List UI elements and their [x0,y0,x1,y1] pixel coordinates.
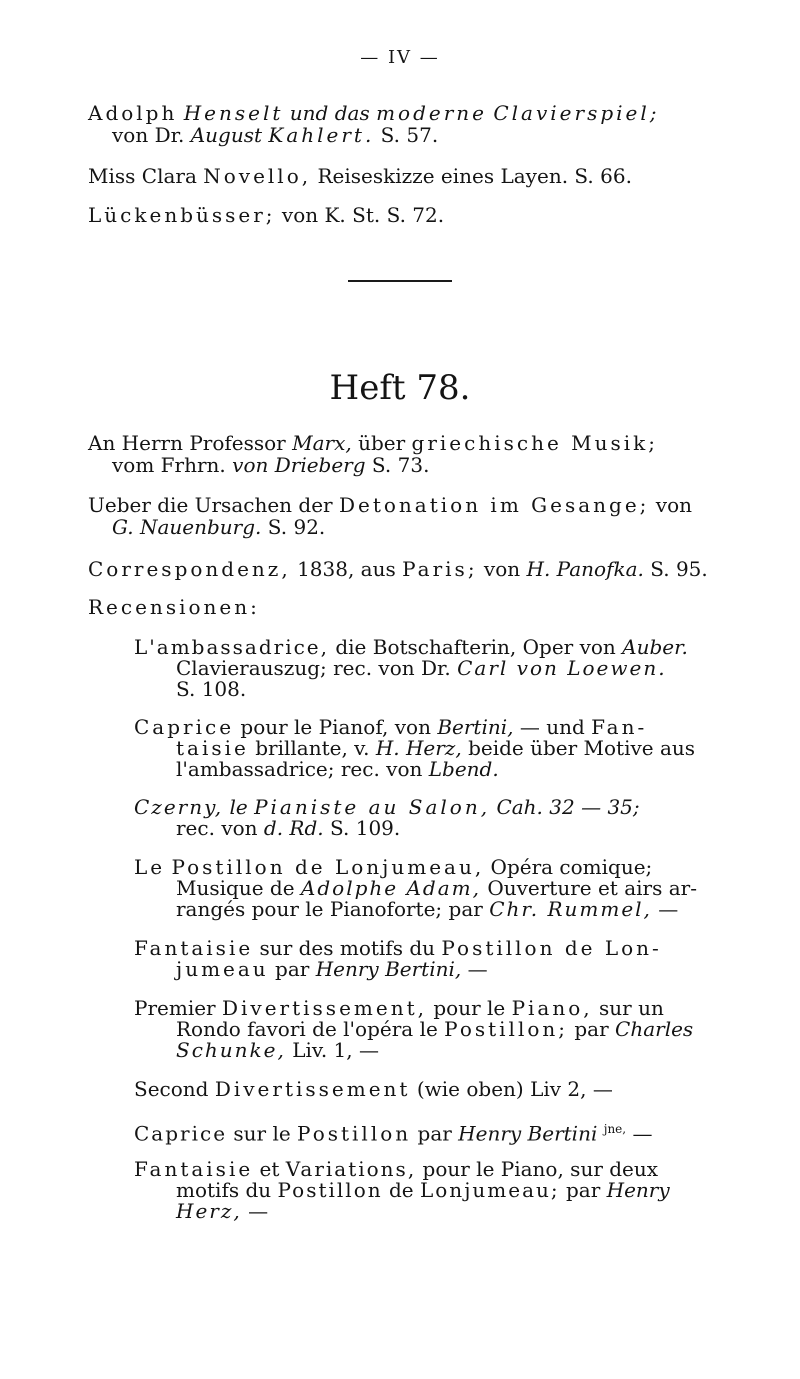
toc-text: An Herrn Professor [88,431,286,455]
review-fantaisie1 [134,937,662,959]
toc-text: 1838, aus [297,557,396,581]
toc-text: von K. St. S. 72. [281,203,445,227]
review-text: — [467,957,488,981]
toc-page-ref: S. 95. [650,557,708,581]
review-text: par [417,1121,452,1146]
review-title: Postillon de Lon- [441,936,662,960]
review-author: Henry Bertini, [315,957,462,981]
review-text: die Botschafterin, Oper von [335,635,616,659]
toc-text: von [483,557,521,581]
review-caprice [134,716,647,738]
toc-entry-henselt-author [112,124,438,146]
review-author: Henry [606,1178,670,1202]
review-text: le [229,795,248,819]
review-title: Caprice [134,715,235,739]
toc-text: Correspondenz, [88,557,291,581]
toc-author: G. Nauenburg. [112,515,262,539]
toc-author: von Drieberg [232,453,366,477]
review-premier-line3 [176,1039,379,1061]
toc-author: H. Panofka. [526,557,644,581]
toc-entry-marx-author [112,454,429,476]
review-ambassadrice-line3: S. 108. [176,677,247,701]
review-author: d. Rd. [263,816,324,840]
review-composer: Auber. [622,635,688,659]
review-czerny [134,796,640,818]
review-postillon-line3 [176,898,678,920]
review-text: rangés pour le Pianoforte; par [176,897,483,921]
review-author: Carl von Loewen. [457,656,667,680]
review-caprice-line2 [176,737,695,759]
review-text: pour le Piano, sur deux [422,1157,659,1181]
toc-text: Ueber die Ursachen der [88,493,333,517]
review-ambassadrice [134,636,688,658]
review-text: — [658,897,679,921]
toc-text: Paris; [402,557,478,581]
review-author: Chr. Rummel, [489,897,652,921]
review-text: par [275,957,310,981]
toc-entry-correspondenz [88,558,708,580]
toc-entry-detonation-author [112,516,325,538]
review-text: rec. von [176,816,258,840]
review-title: L'ambassadrice, [134,635,329,659]
review-text: l'ambassadrice; rec. von [176,757,423,781]
toc-author-prefix: von Dr. [112,123,185,147]
review-text: pour le Pianof, von [240,715,431,739]
toc-text: und das [289,101,370,125]
review-second [134,1078,613,1100]
review-author: Charles [615,1017,694,1041]
review-author: Herz, [176,1199,242,1223]
review-text: Second [134,1077,209,1101]
review-title: Fantaisie [134,936,254,960]
review-title: Postillon; [444,1017,569,1041]
toc-text: Clavierspiel; [493,101,660,125]
section-divider [348,280,452,282]
review-fantaisie2-line3 [176,1200,268,1222]
review-title: Postillon [297,1121,412,1146]
review-title: Fan- [591,715,648,739]
review-composer: H. Herz, [375,736,462,760]
review-text: Musique de [176,876,295,900]
review-ambassadrice-line2 [176,657,667,679]
toc-entry-lueckenbuesser [88,204,444,226]
page-number: — IV — [360,47,440,68]
review-text: Le [134,855,166,879]
review-fantaisie2 [134,1158,658,1180]
toc-text: moderne [376,101,487,125]
toc-text: von [655,493,693,517]
toc-page-ref: S. 92. [267,515,326,539]
toc-page-ref: S. 57. [380,123,439,147]
toc-name: Lückenbüsser; [88,203,276,227]
review-text: Liv. 1, — [292,1038,379,1062]
review-title: Postillon de Lonjumeau, [171,855,485,879]
review-title: Divertissement [214,1077,411,1101]
review-title: Czerny, [134,795,224,819]
review-author: Henry Bertini [458,1121,598,1146]
review-page-ref: S. 109. [330,816,401,840]
review-author: Schunke, [176,1038,286,1062]
toc-text: griechische Musik; [411,431,659,455]
toc-name: Miss Clara [88,164,197,188]
review-text: brillante, v. [255,736,370,760]
review-text: Ouverture et airs ar- [487,876,697,900]
review-composer: Bertini, [437,715,514,739]
review-text: — [248,1199,269,1223]
review-text: — [632,1121,653,1146]
review-text: sur le [233,1121,291,1146]
toc-entry-marx [88,432,658,454]
review-caprice-line3 [176,758,499,780]
toc-entry-detonation [88,494,692,516]
review-title: Fantaisie [134,1157,254,1181]
review-czerny-line2 [176,817,400,839]
toc-name: Novello, [203,164,312,188]
toc-text: über [358,431,406,455]
review-text: (wie oben) Liv 2, — [416,1077,613,1101]
recensionen-heading: Recensionen: [88,595,260,619]
review-text: par [565,1178,601,1202]
review-text: de [388,1178,414,1202]
review-author: Lbend. [428,757,499,781]
toc-page-ref: S. 73. [371,453,430,477]
review-title: Variations, [285,1157,417,1181]
toc-text: Detonation im Gesange; [338,493,650,517]
review-text: Clavierauszug; rec. von Dr. [176,656,451,680]
review-text: Rondo favori de l'opéra le [176,1017,438,1041]
heft-heading: Heft 78. [329,368,471,408]
review-composer: Adolphe Adam, [300,876,481,900]
toc-author: Kahlert. [268,123,375,147]
review-text: beide über Motive aus [468,736,696,760]
toc-entry-novello [88,165,632,187]
toc-author: August [190,123,263,147]
review-text: sur un [599,996,664,1020]
review-text: et [259,1157,280,1181]
review-title: taisie [176,736,249,760]
toc-name: Marx, [292,431,352,455]
review-title: Lonjumeau; [419,1178,560,1202]
review-title: Caprice [134,1121,228,1146]
review-title: Piano, [511,996,593,1020]
review-text: — und [519,715,585,739]
review-text: Cah. 32 — 35; [496,795,640,819]
review-title: Postillon [277,1178,383,1202]
review-title: Pianiste au Salon, [254,795,491,819]
review-fantaisie2-line2 [176,1179,670,1201]
review-text: Premier [134,996,216,1020]
review-title: jumeau [176,957,269,981]
review-postillon-line2 [176,877,697,899]
review-text: Opéra comique; [490,855,653,879]
review-postillon [134,856,652,878]
review-caprice2 [134,1118,652,1145]
toc-text: Reiseskizze eines Layen. S. 66. [317,164,632,188]
toc-name: Adolph [88,101,178,125]
toc-name: Henselt [183,101,284,125]
toc-author-prefix: vom Frhrn. [112,453,226,477]
review-text: par [574,1017,609,1041]
review-fantaisie1-line2 [176,958,488,980]
review-text: pour le [433,996,506,1020]
review-premier-line2 [176,1018,693,1040]
review-text: motifs du [176,1178,272,1202]
review-title: Divertissement, [221,996,427,1020]
toc-entry-henselt [88,102,660,124]
review-text: jne, [603,1122,627,1136]
review-premier [134,997,664,1019]
review-text: sur des motifs du [259,936,436,960]
